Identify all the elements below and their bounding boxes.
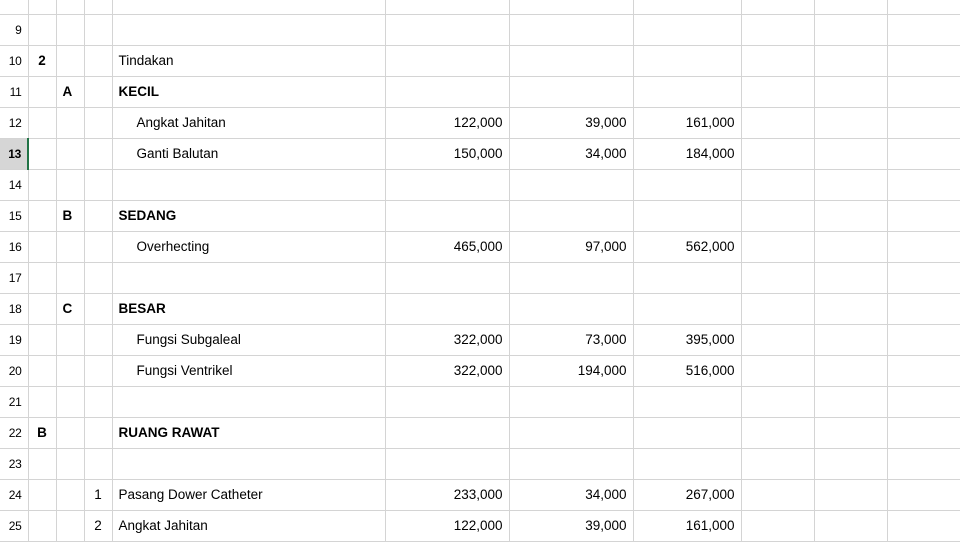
table-row[interactable] xyxy=(0,169,960,200)
cell-col-a[interactable] xyxy=(28,107,56,138)
cell-empty[interactable] xyxy=(814,479,887,510)
cell-amount-1[interactable] xyxy=(385,448,509,479)
cell-amount-2[interactable]: 34,000 xyxy=(509,138,633,169)
cell-empty[interactable] xyxy=(887,355,960,386)
cell-empty[interactable] xyxy=(741,386,814,417)
table-row[interactable] xyxy=(0,355,960,386)
cell-empty[interactable] xyxy=(887,76,960,107)
table-row[interactable] xyxy=(0,479,960,510)
cell-empty[interactable] xyxy=(887,510,960,541)
cell-empty[interactable] xyxy=(814,324,887,355)
cell-col-a[interactable]: B xyxy=(28,417,56,448)
cell-col-c[interactable] xyxy=(84,76,112,107)
cell-amount-2[interactable] xyxy=(509,76,633,107)
cell-empty[interactable] xyxy=(887,14,960,45)
cell-amount-2[interactable] xyxy=(509,386,633,417)
cell-name[interactable]: RUANG RAWAT xyxy=(112,417,385,448)
table-row[interactable] xyxy=(0,107,960,138)
cell-amount-2[interactable]: 34,000 xyxy=(509,479,633,510)
row-header[interactable]: 17 xyxy=(0,262,28,293)
cell-col-b[interactable] xyxy=(56,107,84,138)
cell-amount-2[interactable] xyxy=(509,14,633,45)
row-header[interactable]: 25 xyxy=(0,510,28,541)
cell-amount-1[interactable] xyxy=(385,386,509,417)
cell-amount-3[interactable]: 184,000 xyxy=(633,138,741,169)
table-row[interactable] xyxy=(0,417,960,448)
table-row[interactable] xyxy=(0,0,960,14)
cell-empty[interactable] xyxy=(814,293,887,324)
cell-col-a[interactable] xyxy=(28,355,56,386)
table-row[interactable] xyxy=(0,510,960,541)
cell-empty[interactable] xyxy=(741,510,814,541)
cell-amount-3[interactable] xyxy=(633,169,741,200)
table-row[interactable] xyxy=(0,293,960,324)
cell-col-a[interactable] xyxy=(28,0,56,14)
cell-col-a[interactable] xyxy=(28,200,56,231)
cell-empty[interactable] xyxy=(741,14,814,45)
cell-amount-3[interactable] xyxy=(633,200,741,231)
cell-col-c[interactable] xyxy=(84,200,112,231)
cell-col-a[interactable] xyxy=(28,76,56,107)
cell-empty[interactable] xyxy=(814,231,887,262)
cell-amount-1[interactable] xyxy=(385,169,509,200)
cell-col-c[interactable] xyxy=(84,262,112,293)
cell-amount-2[interactable]: 194,000 xyxy=(509,355,633,386)
cell-col-b[interactable] xyxy=(56,324,84,355)
cell-empty[interactable] xyxy=(887,324,960,355)
cell-col-c[interactable] xyxy=(84,14,112,45)
cell-col-a[interactable] xyxy=(28,14,56,45)
cell-amount-3[interactable] xyxy=(633,45,741,76)
table-row[interactable] xyxy=(0,14,960,45)
table-row-selected[interactable] xyxy=(0,138,960,169)
cell-empty[interactable] xyxy=(887,417,960,448)
cell-name[interactable]: Angkat Jahitan xyxy=(112,107,385,138)
cell-amount-3[interactable] xyxy=(633,262,741,293)
cell-empty[interactable] xyxy=(741,262,814,293)
table-row[interactable] xyxy=(0,448,960,479)
cell-name[interactable]: Tindakan xyxy=(112,45,385,76)
cell-col-a[interactable] xyxy=(28,448,56,479)
cell-amount-2[interactable]: 39,000 xyxy=(509,510,633,541)
cell-empty[interactable] xyxy=(814,76,887,107)
cell-amount-1[interactable] xyxy=(385,0,509,14)
cell-empty[interactable] xyxy=(814,417,887,448)
cell-col-a[interactable] xyxy=(28,324,56,355)
cell-empty[interactable] xyxy=(741,76,814,107)
table-row[interactable] xyxy=(0,262,960,293)
cell-empty[interactable] xyxy=(741,324,814,355)
cell-empty[interactable] xyxy=(741,138,814,169)
cell-col-b[interactable] xyxy=(56,510,84,541)
cell-col-b[interactable] xyxy=(56,262,84,293)
row-header[interactable]: 10 xyxy=(0,45,28,76)
cell-empty[interactable] xyxy=(741,0,814,14)
cell-amount-3[interactable] xyxy=(633,76,741,107)
table-row[interactable] xyxy=(0,200,960,231)
cell-col-a[interactable] xyxy=(28,479,56,510)
row-header[interactable]: 14 xyxy=(0,169,28,200)
cell-empty[interactable] xyxy=(814,355,887,386)
cell-col-b[interactable]: B xyxy=(56,200,84,231)
row-header[interactable]: 9 xyxy=(0,14,28,45)
cell-col-a[interactable] xyxy=(28,510,56,541)
cell-name[interactable]: Angkat Jahitan xyxy=(112,510,385,541)
row-header[interactable] xyxy=(0,0,28,14)
cell-amount-2[interactable] xyxy=(509,169,633,200)
cell-amount-3[interactable]: 267,000 xyxy=(633,479,741,510)
cell-name[interactable]: Ganti Balutan xyxy=(112,138,385,169)
table-row[interactable] xyxy=(0,45,960,76)
cell-empty[interactable] xyxy=(814,45,887,76)
cell-col-b[interactable] xyxy=(56,14,84,45)
cell-empty[interactable] xyxy=(814,14,887,45)
cell-empty[interactable] xyxy=(814,510,887,541)
row-header[interactable]: 15 xyxy=(0,200,28,231)
cell-col-b[interactable]: C xyxy=(56,293,84,324)
cell-name[interactable] xyxy=(112,448,385,479)
cell-amount-3[interactable]: 395,000 xyxy=(633,324,741,355)
cell-amount-2[interactable]: 39,000 xyxy=(509,107,633,138)
cell-amount-2[interactable]: 73,000 xyxy=(509,324,633,355)
cell-col-b[interactable] xyxy=(56,138,84,169)
cell-amount-2[interactable] xyxy=(509,417,633,448)
cell-amount-3[interactable] xyxy=(633,14,741,45)
cell-amount-1[interactable]: 233,000 xyxy=(385,479,509,510)
cell-amount-1[interactable]: 465,000 xyxy=(385,231,509,262)
cell-empty[interactable] xyxy=(887,479,960,510)
cell-col-b[interactable] xyxy=(56,479,84,510)
cell-amount-2[interactable]: 97,000 xyxy=(509,231,633,262)
cell-amount-1[interactable] xyxy=(385,262,509,293)
cell-empty[interactable] xyxy=(887,262,960,293)
cell-col-b[interactable] xyxy=(56,169,84,200)
cell-name[interactable]: BESAR xyxy=(112,293,385,324)
cell-col-b[interactable]: A xyxy=(56,76,84,107)
cell-col-c[interactable] xyxy=(84,355,112,386)
cell-empty[interactable] xyxy=(887,138,960,169)
cell-amount-3[interactable] xyxy=(633,448,741,479)
cell-col-c[interactable] xyxy=(84,324,112,355)
cell-empty[interactable] xyxy=(814,448,887,479)
cell-empty[interactable] xyxy=(741,107,814,138)
cell-amount-1[interactable] xyxy=(385,417,509,448)
cell-amount-1[interactable] xyxy=(385,76,509,107)
cell-empty[interactable] xyxy=(814,169,887,200)
cell-empty[interactable] xyxy=(814,138,887,169)
cell-empty[interactable] xyxy=(741,45,814,76)
cell-amount-3[interactable]: 562,000 xyxy=(633,231,741,262)
row-header[interactable]: 16 xyxy=(0,231,28,262)
row-header[interactable]: 22 xyxy=(0,417,28,448)
cell-empty[interactable] xyxy=(814,200,887,231)
table-row[interactable] xyxy=(0,386,960,417)
row-header[interactable]: 18 xyxy=(0,293,28,324)
cell-empty[interactable] xyxy=(887,231,960,262)
table-row[interactable] xyxy=(0,76,960,107)
cell-amount-2[interactable] xyxy=(509,293,633,324)
row-header[interactable]: 20 xyxy=(0,355,28,386)
cell-col-c[interactable] xyxy=(84,417,112,448)
cell-amount-3[interactable] xyxy=(633,417,741,448)
cell-empty[interactable] xyxy=(741,293,814,324)
cell-empty[interactable] xyxy=(814,107,887,138)
cell-col-a[interactable] xyxy=(28,262,56,293)
cell-col-c[interactable] xyxy=(84,386,112,417)
cell-empty[interactable] xyxy=(887,386,960,417)
cell-col-b[interactable] xyxy=(56,448,84,479)
cell-name[interactable]: Fungsi Subgaleal xyxy=(112,324,385,355)
cell-empty[interactable] xyxy=(887,0,960,14)
cell-amount-3[interactable]: 161,000 xyxy=(633,510,741,541)
cell-name[interactable] xyxy=(112,262,385,293)
cell-col-b[interactable] xyxy=(56,0,84,14)
cell-col-c[interactable] xyxy=(84,0,112,14)
cell-col-c[interactable] xyxy=(84,138,112,169)
cell-empty[interactable] xyxy=(887,448,960,479)
row-header[interactable]: 21 xyxy=(0,386,28,417)
cell-col-c[interactable]: 2 xyxy=(84,510,112,541)
cell-col-b[interactable] xyxy=(56,355,84,386)
cell-amount-3[interactable] xyxy=(633,386,741,417)
cell-amount-3[interactable]: 161,000 xyxy=(633,107,741,138)
row-header-selected[interactable]: 13 xyxy=(0,138,28,169)
cell-amount-2[interactable] xyxy=(509,448,633,479)
cell-col-c[interactable] xyxy=(84,45,112,76)
row-header[interactable]: 24 xyxy=(0,479,28,510)
cell-amount-1[interactable]: 322,000 xyxy=(385,355,509,386)
cell-empty[interactable] xyxy=(887,169,960,200)
cell-empty[interactable] xyxy=(887,293,960,324)
cell-col-c[interactable]: 1 xyxy=(84,479,112,510)
cell-amount-3[interactable] xyxy=(633,293,741,324)
cell-col-a[interactable] xyxy=(28,293,56,324)
cell-col-c[interactable] xyxy=(84,448,112,479)
cell-amount-3[interactable]: 516,000 xyxy=(633,355,741,386)
cell-empty[interactable] xyxy=(814,386,887,417)
cell-empty[interactable] xyxy=(741,200,814,231)
cell-empty[interactable] xyxy=(741,231,814,262)
cell-amount-1[interactable]: 122,000 xyxy=(385,107,509,138)
cell-col-a[interactable]: 2 xyxy=(28,45,56,76)
cell-col-c[interactable] xyxy=(84,293,112,324)
cell-empty[interactable] xyxy=(887,200,960,231)
cell-empty[interactable] xyxy=(741,355,814,386)
cell-amount-2[interactable] xyxy=(509,262,633,293)
cell-amount-1[interactable]: 122,000 xyxy=(385,510,509,541)
cell-col-b[interactable] xyxy=(56,45,84,76)
cell-col-a[interactable] xyxy=(28,138,56,169)
cell-name[interactable] xyxy=(112,14,385,45)
cell-name[interactable]: Pasang Dower Catheter xyxy=(112,479,385,510)
cell-amount-2[interactable] xyxy=(509,45,633,76)
cell-amount-2[interactable] xyxy=(509,0,633,14)
cell-col-c[interactable] xyxy=(84,231,112,262)
cell-empty[interactable] xyxy=(741,479,814,510)
cell-amount-1[interactable] xyxy=(385,200,509,231)
table-row[interactable] xyxy=(0,231,960,262)
cell-name[interactable] xyxy=(112,386,385,417)
cell-amount-2[interactable] xyxy=(509,200,633,231)
row-header[interactable]: 12 xyxy=(0,107,28,138)
cell-name[interactable]: SEDANG xyxy=(112,200,385,231)
cell-name[interactable]: Overhecting xyxy=(112,231,385,262)
cell-amount-1[interactable]: 322,000 xyxy=(385,324,509,355)
cell-amount-3[interactable] xyxy=(633,0,741,14)
cell-empty[interactable] xyxy=(741,448,814,479)
cell-col-c[interactable] xyxy=(84,107,112,138)
cell-col-a[interactable] xyxy=(28,231,56,262)
row-header[interactable]: 23 xyxy=(0,448,28,479)
cell-col-a[interactable] xyxy=(28,386,56,417)
cell-empty[interactable] xyxy=(741,169,814,200)
cell-empty[interactable] xyxy=(741,417,814,448)
cell-name[interactable]: Fungsi Ventrikel xyxy=(112,355,385,386)
cell-empty[interactable] xyxy=(887,45,960,76)
row-header[interactable]: 11 xyxy=(0,76,28,107)
cell-col-a[interactable] xyxy=(28,169,56,200)
cell-col-b[interactable] xyxy=(56,417,84,448)
row-header[interactable]: 19 xyxy=(0,324,28,355)
cell-empty[interactable] xyxy=(887,107,960,138)
cell-amount-1[interactable] xyxy=(385,14,509,45)
cell-col-c[interactable] xyxy=(84,169,112,200)
cell-empty[interactable] xyxy=(814,262,887,293)
cell-amount-1[interactable] xyxy=(385,293,509,324)
cell-name[interactable] xyxy=(112,0,385,14)
cell-col-b[interactable] xyxy=(56,231,84,262)
cell-name[interactable]: KECIL xyxy=(112,76,385,107)
cell-empty[interactable] xyxy=(814,0,887,14)
table-row[interactable] xyxy=(0,324,960,355)
cell-amount-1[interactable]: 150,000 xyxy=(385,138,509,169)
cell-name[interactable] xyxy=(112,169,385,200)
cell-col-b[interactable] xyxy=(56,386,84,417)
cell-amount-1[interactable] xyxy=(385,45,509,76)
